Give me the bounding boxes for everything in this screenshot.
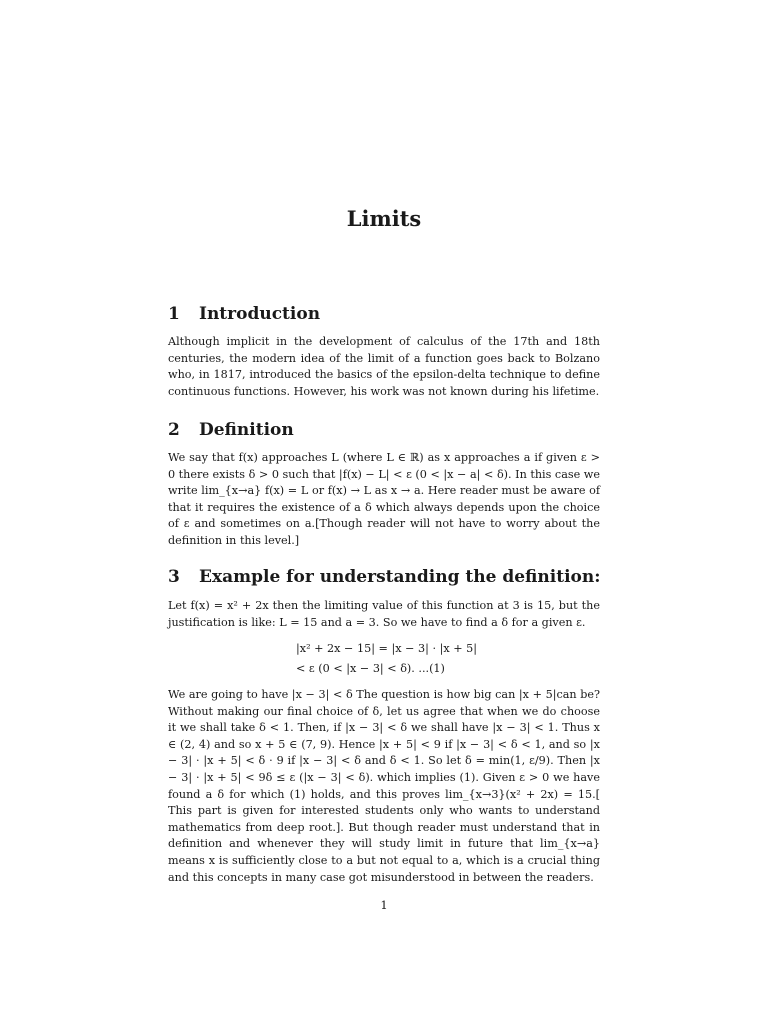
- document-title: Limits: [346, 206, 422, 231]
- definition-paragraph: We say that f(x) approaches L (where L ∈ ℝ) as x approaches a if given ε > 0 there exists δ > 0 such that |f(x) − L| < ε (0 < |x − a| < δ). In this case we write lim_{x→a} f(x) = L or f(x) → L as x → a. Here reader must be aware of that it requires the existence of a δ which always depends upon the choice of ε and sometimes on a.[Though reader will not have to worry about the definition in this level.]: [168, 451, 600, 547]
- introduction-paragraph: Although implicit in the development of calculus of the 17th and 18th centuries, the modern idea of the limit of a function goes back to Bolzano who, in 1817, introduced the basics of the epsilon-delta technique to define continuous functions. However, his work was not known during his lifetime.: [168, 335, 600, 398]
- section-number: 1: [168, 304, 180, 324]
- section-number: 2: [168, 420, 180, 440]
- equation-line-2: < ε (0 < |x − 3| < δ). ...(1): [296, 662, 445, 675]
- page-number: 1: [380, 898, 388, 912]
- equation-line-1: |x² + 2x − 15| = |x − 3| · |x + 5|: [296, 642, 478, 655]
- example-intro-paragraph: Let f(x) = x² + 2x then the limiting value of this function at 3 is 15, but the justification is like: L = 15 and a = 3. So we have to find a δ for a given ε.: [168, 599, 600, 629]
- section-title: Definition: [199, 420, 294, 440]
- section-title: Introduction: [199, 304, 321, 324]
- section-number: 3: [168, 567, 180, 587]
- section-heading-definition: [168, 420, 294, 440]
- section-heading-example: [168, 567, 601, 587]
- section-heading-introduction: [168, 304, 320, 324]
- example-proof-paragraph: We are going to have |x − 3| < δ The question is how big can |x + 5|can be? Without making our final choice of δ, let us agree that when we do choose it we shall take δ < 1. Then, if |x − 3| < δ we shall have |x − 3| < 1. Thus x ∈ (2, 4) and so x + 5 ∈ (7, 9). Hence |x + 5| < 9 if |x − 3| < δ < 1, and so |x − 3| · |x + 5| < δ · 9 if |x − 3| < δ and δ < 1. So let δ = min(1, ε/9). Then |x − 3| · |x + 5| < 9δ ≤ ε (|x − 3| < δ). which implies (1). Given ε > 0 we have found a δ for which (1) holds, and this proves lim_{x→3}(x² + 2x) = 15.[ This part is given for interested students only who wants to understand mathematics from deep root.]. But though reader must understand that in definition and whenever they will study limit in future that lim_{x→a} means x is sufficiently close to a but not equal to a, which is a crucial thing and this concepts in many case got misunderstood in between the readers.: [168, 688, 600, 884]
- section-title: Example for understanding the definition:: [199, 567, 601, 587]
